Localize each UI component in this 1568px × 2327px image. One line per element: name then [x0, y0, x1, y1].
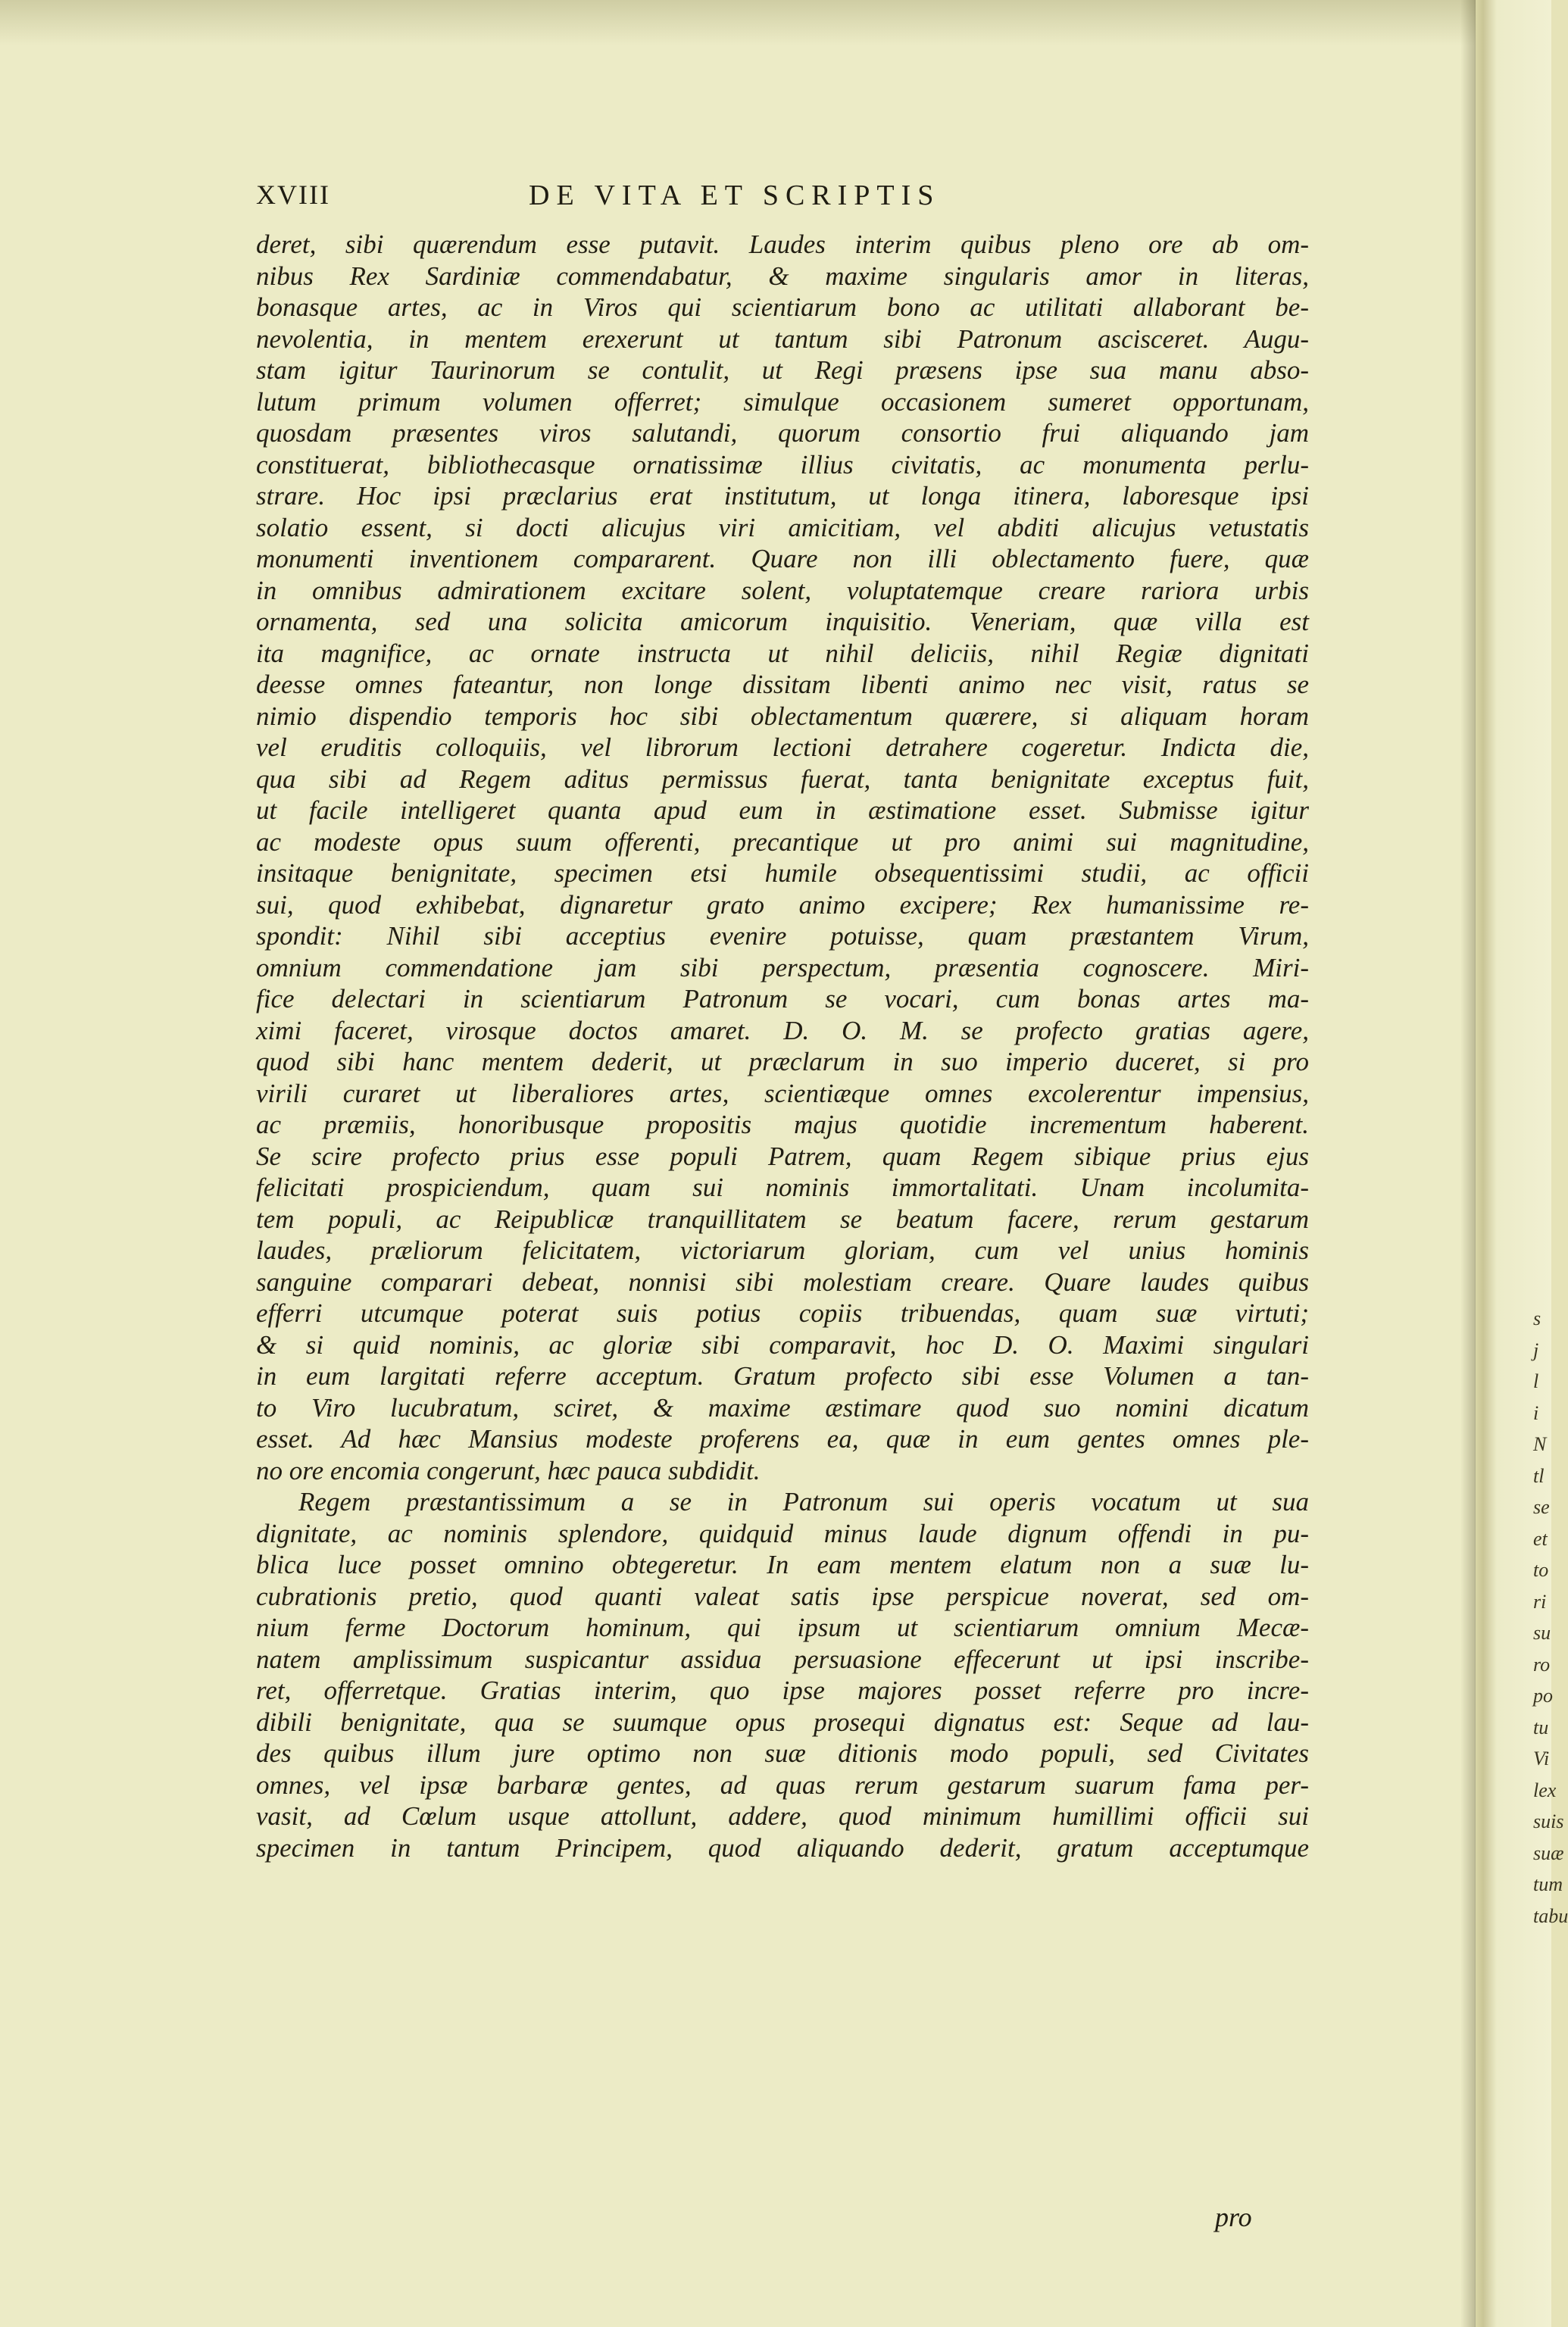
text-line: tem populi, ac Reipublicæ tranquillitatem se beatum facere, rerum gestarum — [256, 1204, 1309, 1234]
facing-page-fragment: tu — [1533, 1716, 1549, 1738]
text-line: felicitati prospiciendum, quam sui nominis immortalitati. Unam incolumita- — [256, 1173, 1309, 1202]
facing-page-fragment: Vi — [1533, 1748, 1550, 1769]
text-line: nimio dispendio temporis hoc sibi oblectamentum quærere, si aliquam horam — [256, 701, 1309, 731]
text-line: specimen in tantum Principem, quod aliquando dederit, gratum acceptumque — [256, 1832, 1309, 1863]
text-line: quod sibi hanc mentem dederit, ut præclarum in suo imperio duceret, si pro — [256, 1047, 1309, 1076]
facing-page-fragment: j — [1533, 1338, 1539, 1361]
text-line: esset. Ad hæc Mansius modeste proferens ea, quæ in eum gentes omnes ple- — [256, 1424, 1309, 1454]
facing-page-fragment: s — [1533, 1307, 1541, 1329]
page-top-shadow — [0, 0, 1551, 45]
text-line: natem amplissimum suspicantur assidua persuasione effecerunt ut ipsi inscribe- — [256, 1644, 1309, 1674]
text-line: ac præmiis, honoribusque propositis majus quotidie incrementum haberent. — [256, 1110, 1309, 1139]
text-line: nium ferme Doctorum hominum, qui ipsum ut scientiarum omnium Mecæ- — [256, 1613, 1309, 1642]
text-line: efferri utcumque poterat suis potius copiis tribuendas, quam suæ virtuti; — [256, 1298, 1309, 1328]
text-line: insitaque benignitate, specimen etsi humile obsequentissimi studii, ac officii — [256, 858, 1309, 888]
facing-page-fragment: tabu — [1533, 1904, 1568, 1927]
text-line: bonasque artes, ac in Viros qui scientiarum bono ac utilitati allaborant be- — [256, 292, 1309, 322]
text-line: solatio essent, si docti alicujus viri amicitiam, vel abditi alicujus vetustatis — [256, 512, 1309, 542]
text-line: ret, offerretque. Gratias interim, quo ipse majores posset referre pro incre- — [256, 1676, 1309, 1705]
text-line: constituerat, bibliothecasque ornatissimæ illius civitatis, ac monumenta perlu- — [256, 449, 1309, 479]
text-line: quosdam præsentes viros salutandi, quorum consortio frui aliquando jam — [256, 418, 1309, 448]
text-line: dibili benignitate, qua se suumque opus prosequi dignatus est: Seque ad lau- — [256, 1707, 1309, 1737]
text-line: ornamenta, sed una solicita amicorum inquisitio. Veneriam, quæ villa est — [256, 607, 1309, 636]
facing-page-fragment: suis — [1533, 1810, 1564, 1832]
facing-page-text — [1533, 1303, 1568, 1932]
facing-page-fragment: lex — [1533, 1779, 1557, 1801]
text-line: strare. Hoc ipsi præclarius erat institutum, ut longa itinera, laboresque ipsi — [256, 481, 1309, 511]
text-line-paragraph-end: no ore encomia congerunt, hæc pauca subdidit. — [256, 1455, 761, 1485]
facing-page-fragment: N — [1533, 1433, 1547, 1455]
text-line: to Viro lucubratum, sciret, & maxime æstimare quod suo nomini dicatum — [256, 1392, 1309, 1423]
facing-page-fragment: l — [1533, 1370, 1539, 1392]
text-line: nibus Rex Sardiniæ commendabatur, & maxime singularis amor in literas, — [256, 261, 1309, 291]
text-line: des quibus illum jure optimo non suæ ditionis modo populi, sed Civitates — [256, 1738, 1309, 1768]
text-line: ut facile intelligeret quanta apud eum in æstimatione esset. Submisse igitur — [256, 795, 1309, 825]
text-line: deret, sibi quærendum esse putavit. Laudes interim quibus pleno ore ab om- — [256, 230, 1309, 259]
text-line: & si quid nominis, ac gloriæ sibi comparavit, hoc D. O. Maximi singulari — [256, 1329, 1309, 1360]
text-line: vasit, ad Cœlum usque attollunt, addere, quod minimum humillimi officii sui — [256, 1801, 1309, 1831]
facing-page-fragment: ri — [1533, 1590, 1547, 1613]
facing-page-fragment: suæ — [1533, 1841, 1564, 1864]
text-line: in eum largitati referre acceptum. Gratum profecto sibi esse Volumen a tan- — [256, 1361, 1309, 1391]
facing-page-fragment: su — [1533, 1622, 1551, 1644]
text-line: stam igitur Taurinorum se contulit, ut Regi præsens ipse sua manu abso- — [256, 355, 1309, 385]
body-text — [256, 229, 1309, 1863]
running-title: DE VITA ET SCRIPTIS — [529, 180, 941, 211]
text-line-paragraph-start: Regem præstantissimum a se in Patronum sui operis vocatum ut sua — [298, 1487, 1309, 1516]
text-line: sui, quod exhibebat, dignaretur grato animo excipere; Rex humanissime re- — [256, 889, 1309, 920]
facing-page-edge — [1476, 0, 1551, 2327]
facing-page-fragment: tl — [1533, 1464, 1545, 1487]
text-line: deesse omnes fateantur, non longe dissitam libenti animo nec visit, ratus se — [256, 670, 1309, 699]
text-line: cubrationis pretio, quod quanti valeat satis ipse perspicue noverat, sed om- — [256, 1581, 1309, 1611]
text-line: ac modeste opus suum offerenti, precantique ut pro animi sui magnitudine, — [256, 826, 1309, 857]
page-number: XVIII — [256, 180, 330, 210]
facing-page-fragment: tum — [1533, 1873, 1563, 1895]
running-head — [256, 179, 1317, 224]
text-line: ita magnifice, ac ornate instructa ut nihil deliciis, nihil Regiæ dignitati — [256, 638, 1309, 668]
facing-page-fragment: ro — [1533, 1653, 1551, 1676]
text-line: omnium commendatione jam sibi perspectum, præsentia cognoscere. Miri- — [256, 952, 1309, 982]
text-line: fice delectari in scientiarum Patronum se vocari, cum bonas artes ma- — [256, 984, 1309, 1014]
facing-page-fragment: et — [1533, 1527, 1548, 1550]
text-line: Se scire profecto prius esse populi Patrem, quam Regem sibique prius ejus — [256, 1141, 1309, 1171]
text-line: spondit: Nihil sibi acceptius evenire potuisse, quam præstantem Virum, — [256, 921, 1309, 951]
text-line: lutum primum volumen offerret; simulque occasionem sumeret opportunam, — [256, 386, 1309, 417]
text-line: sanguine comparari debeat, nonnisi sibi molestiam creare. Quare laudes quibus — [256, 1267, 1309, 1297]
facing-page-fragment: se — [1533, 1496, 1550, 1518]
text-line: monumenti inventionem compararent. Quare non illi oblectamento fuere, quæ — [256, 544, 1309, 573]
text-line: qua sibi ad Regem aditus permissus fuerat, tanta benignitate exceptus fuit, — [256, 764, 1309, 794]
text-line: omnes, vel ipsæ barbaræ gentes, ad quas rerum gestarum suarum fama per- — [256, 1769, 1309, 1800]
text-line: blica luce posset omnino obtegeretur. In eam mentem elatum non a suæ lu- — [256, 1550, 1309, 1579]
text-line: in omnibus admirationem excitare solent, voluptatemque creare rariora urbis — [256, 575, 1309, 605]
text-line: dignitate, ac nominis splendore, quidquid minus laude dignum offendi in pu- — [256, 1518, 1309, 1548]
text-line: laudes, præliorum felicitatem, victoriarum gloriam, cum vel unius hominis — [256, 1235, 1309, 1265]
facing-page-fragment: i — [1533, 1401, 1539, 1424]
text-line: ximi faceret, virosque doctos amaret. D. O. M. se profecto gratias agere, — [256, 1015, 1309, 1045]
catchword: pro — [1215, 2202, 1252, 2232]
text-line: nevolentia, in mentem erexerunt ut tantum sibi Patronum ascisceret. Augu- — [256, 323, 1309, 354]
text-line: virili curaret ut liberaliores artes, scientiæque omnes excolerentur impensius, — [256, 1078, 1309, 1108]
facing-page-fragment: po — [1533, 1685, 1553, 1707]
text-line: vel eruditis colloquiis, vel librorum lectioni detrahere cogeretur. Indicta die, — [256, 732, 1309, 762]
facing-page-fragment: to — [1533, 1559, 1549, 1581]
